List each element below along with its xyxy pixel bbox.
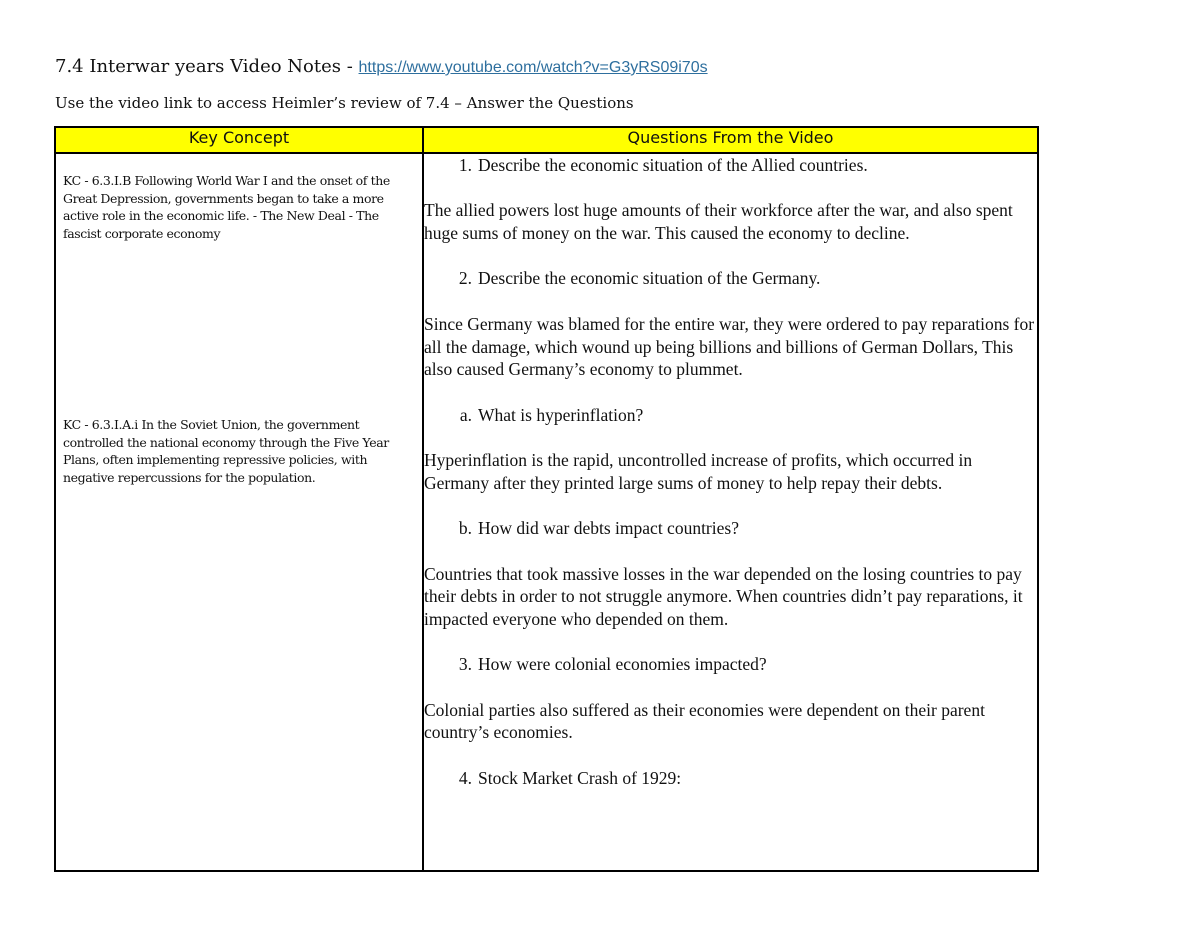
answer-2b: Countries that took massive losses in the war depended on the losing countries to pay their debts in order to not struggle anymore. When countries didn’t pay reparations, it impacted everyone who depended on them. <box>424 563 1023 629</box>
key-concept-cell <box>55 153 423 871</box>
instructions: Use the video link to access Heimler’s review of 7.4 – Answer the Questions <box>55 94 634 112</box>
key-concept-1: KC - 6.3.I.B Following World War I and the onset of the Great Depression, governments began to take a more active role in the economic life. - The New Deal - The fascist corporate economy <box>63 173 390 241</box>
questions-header: Questions From the Video <box>423 127 1038 153</box>
answer-3: Colonial parties also suffered as their economies were dependent on their parent country’s economies. <box>424 699 985 743</box>
key-concept-header: Key Concept <box>55 127 423 153</box>
title-text: 7.4 Interwar years Video Notes - <box>55 56 359 77</box>
answer-1: The allied powers lost huge amounts of their workforce after the war, and also spent huge sums of money on the war. This caused the economy to decline. <box>424 200 1013 244</box>
question-1: 1. Describe the economic situation of the Allied countries. <box>458 155 868 175</box>
question-4: 4. Stock Market Crash of 1929: <box>458 767 682 788</box>
answer-2: Since Germany was blamed for the entire war, they were ordered to pay reparations for all the damage, which wound up being billions and billions of German Dollars, This also caused Germany’s economy to plummet. <box>424 313 1035 380</box>
question-2: 2. Describe the economic situation of the Germany. <box>458 268 821 289</box>
question-3: 3. How were colonial economies impacted? <box>458 654 767 675</box>
notes-table <box>54 126 1039 872</box>
document-title <box>55 56 708 77</box>
questions-cell <box>423 153 1038 871</box>
question-2a: a. What is hyperinflation? <box>459 404 644 425</box>
question-2b: b. How did war debts impact countries? <box>458 518 739 539</box>
answer-2a: Hyperinflation is the rapid, uncontrolled increase of profits, which occurred in Germany after they printed large sums of money to help repay their debts. <box>424 450 973 493</box>
video-link[interactable]: https://www.youtube.com/watch?v=G3yRS09i70s <box>358 59 708 76</box>
key-concept-2: KC - 6.3.I.A.i In the Soviet Union, the government controlled the national economy through the Five Year Plans, often implementing repressive policies, with negative repercussions for the population. <box>63 417 389 485</box>
